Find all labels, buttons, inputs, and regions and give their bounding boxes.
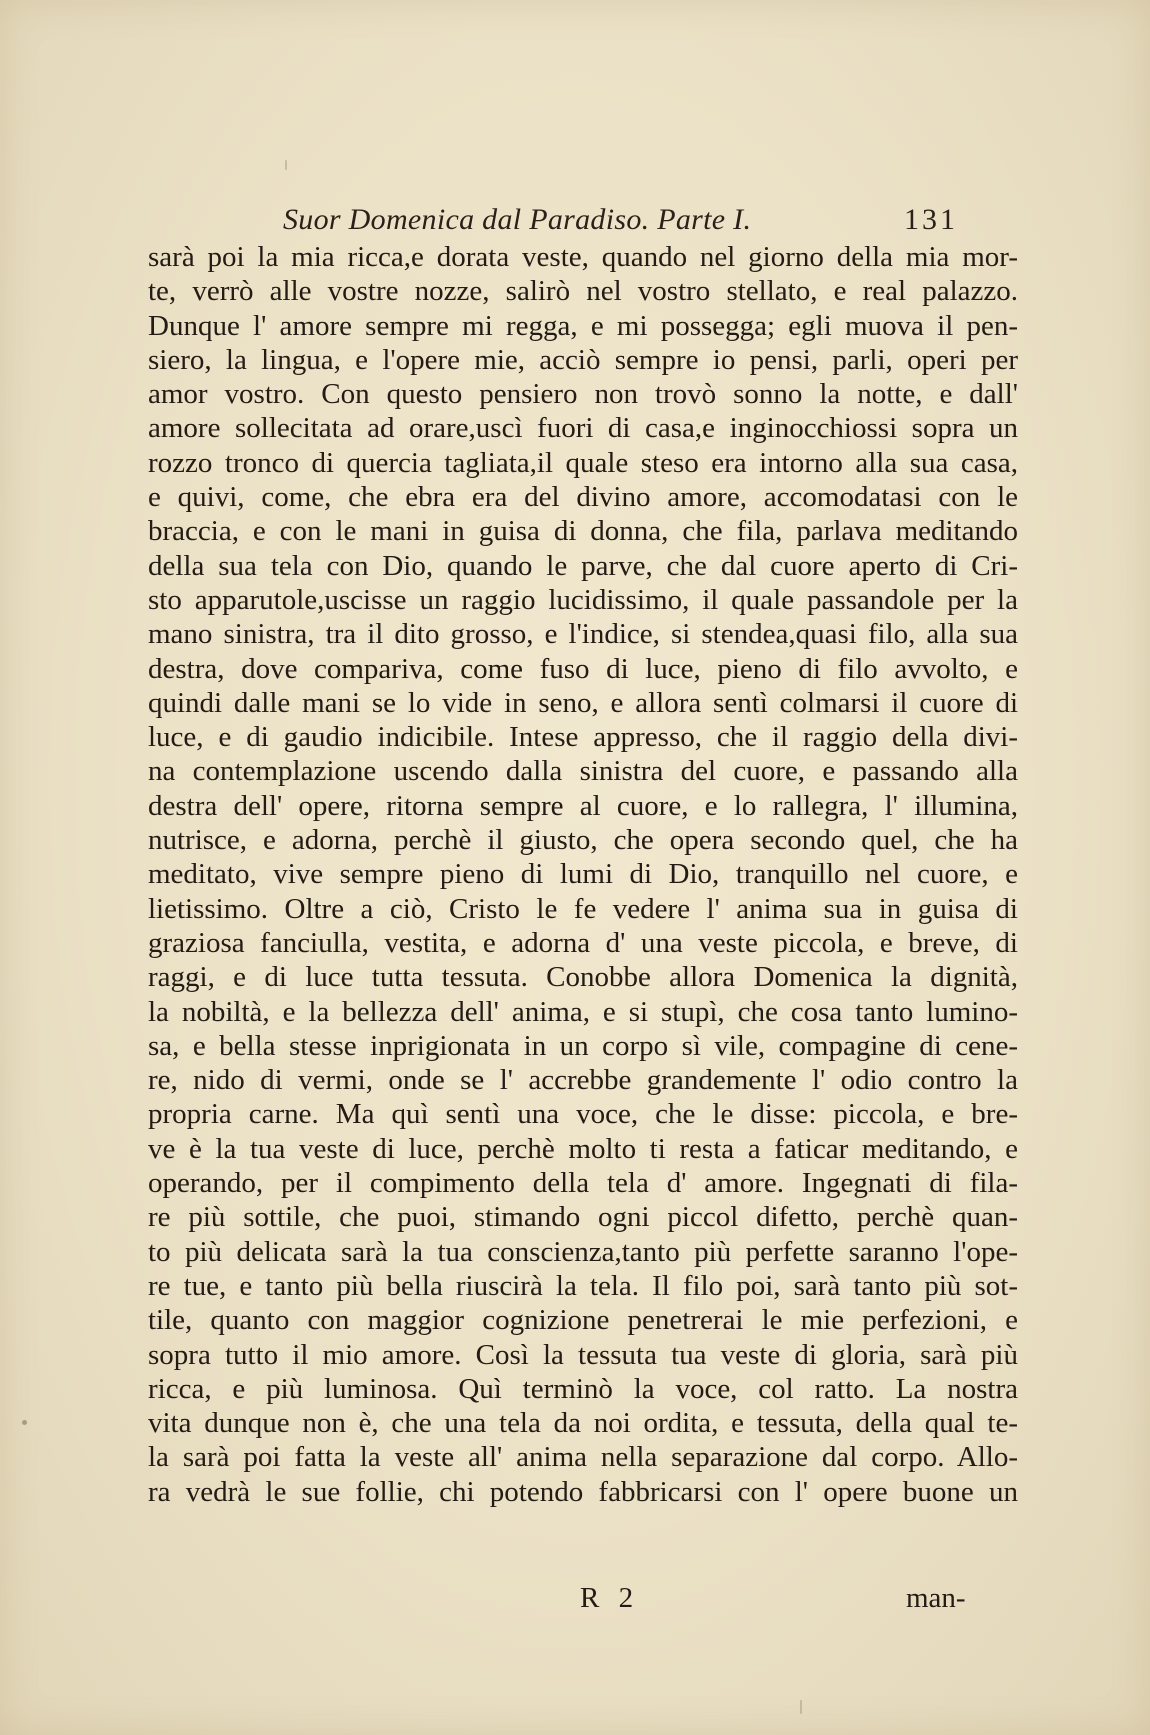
- text-line: amor vostro. Con questo pensiero non trovò sonno la notte, e dall': [148, 378, 1018, 411]
- text-line: la nobiltà, e la bellezza dell' anima, e si stupì, che cosa tanto lumino-: [148, 995, 1018, 1028]
- text-line: sarà poi la mia ricca,e dorata veste, quando nel giorno della mia mor-: [148, 241, 1018, 273]
- signature-mark: R 2: [580, 1582, 640, 1614]
- text-line: na contemplazione uscendo dalla sinistra del cuore, e passando alla: [148, 755, 1018, 788]
- text-line: destra dell' opere, ritorna sempre al cuore, e lo rallegra, l' illumina,: [148, 789, 1018, 822]
- text-line: rozzo tronco di quercia tagliata,il quale steso era intorno alla sua casa,: [148, 446, 1018, 479]
- text-line: siero, la lingua, e l'opere mie, acciò sempre io pensi, parli, operi per: [148, 343, 1018, 376]
- text-line: sto apparutole,uscisse un raggio lucidissimo, il quale passandole per la: [148, 583, 1018, 616]
- text-line: destra, dove compariva, come fuso di luce, pieno di filo avvolto, e: [148, 652, 1018, 685]
- page-footer: [148, 1582, 1018, 1622]
- text-line: luce, e di gaudio indicibile. Intese appresso, che il raggio della divi-: [148, 721, 1018, 754]
- text-line: graziosa fanciulla, vestita, e adorna d' una veste piccola, e breve, di: [148, 926, 1018, 959]
- text-line: tile, quanto con maggior cognizione penetrerai le mie perfezioni, e: [148, 1304, 1018, 1337]
- text-line: ve è la tua veste di luce, perchè molto ti resta a faticar meditando, e: [148, 1132, 1018, 1165]
- text-line: braccia, e con le mani in guisa di donna, che fila, parlava meditando: [148, 515, 1018, 548]
- paper-speck: [22, 1420, 27, 1425]
- text-line: lietissimo. Oltre a ciò, Cristo le fe vedere l' anima sua in guisa di: [148, 892, 1018, 925]
- text-line: vita dunque non è, che una tela da noi ordita, e tessuta, della qual te-: [148, 1407, 1018, 1440]
- text-line: ricca, e più luminosa. Quì terminò la voce, col ratto. La nostra: [148, 1372, 1018, 1405]
- text-line: sa, e bella stesse inprigionata in un corpo sì vile, compagine di cene-: [148, 1029, 1018, 1062]
- text-line: operando, per il compimento della tela d' amore. Ingegnati di fila-: [148, 1167, 1018, 1200]
- text-line: raggi, e di luce tutta tessuta. Conobbe allora Domenica la dignità,: [148, 961, 1018, 994]
- catchword: man-: [906, 1582, 966, 1614]
- text-line: amore sollecitata ad orare,uscì fuori di casa,e inginocchiossi sopra un: [148, 412, 1018, 445]
- text-line: re, nido di vermi, onde se l' accrebbe grandemente l' odio contro la: [148, 1064, 1018, 1097]
- text-line: mano sinistra, tra il dito grosso, e l'indice, si stendea,quasi filo, alla sua: [148, 618, 1018, 651]
- text-line: ra vedrà le sue follie, chi potendo fabbricarsi con l' opere buone un: [148, 1475, 1018, 1508]
- text-line: meditato, vive sempre pieno di lumi di Dio, tranquillo nel cuore, e: [148, 858, 1018, 891]
- text-line: re più sottile, che puoi, stimando ogni piccol difetto, perchè quan-: [148, 1201, 1018, 1234]
- running-title: Suor Domenica dal Paradiso. Parte I.: [283, 203, 752, 236]
- text-line: propria carne. Ma quì sentì una voce, che le disse: piccola, e bre-: [148, 1098, 1018, 1131]
- page-header: [148, 203, 1018, 243]
- text-line: re tue, e tanto più bella riuscirà la tela. Il filo poi, sarà tanto più sot-: [148, 1269, 1018, 1302]
- text-line: Dunque l' amore sempre mi regga, e mi possegga; egli muova il pen-: [148, 309, 1018, 342]
- text-line: nutrisce, e adorna, perchè il giusto, che opera secondo quel, che ha: [148, 824, 1018, 857]
- body-text: [148, 240, 1018, 1509]
- text-line: quindi dalle mani se lo vide in seno, e allora sentì colmarsi il cuore di: [148, 686, 1018, 719]
- text-line: e quivi, come, che ebra era del divino amore, accomodatasi con le: [148, 481, 1018, 514]
- page-number: 131: [904, 203, 958, 236]
- text-line: to più delicata sarà la tua conscienza,tanto più perfette saranno l'ope-: [148, 1235, 1018, 1268]
- paper-speck: [285, 160, 287, 170]
- text-line: te, verrò alle vostre nozze, salirò nel vostro stellato, e real palazzo.: [148, 275, 1018, 308]
- text-line: della sua tela con Dio, quando le parve, che dal cuore aperto di Cri-: [148, 549, 1018, 582]
- paper-speck: [800, 1700, 802, 1714]
- text-line: sopra tutto il mio amore. Così la tessuta tua veste di gloria, sarà più: [148, 1338, 1018, 1371]
- text-line: la sarà poi fatta la veste all' anima nella separazione dal corpo. Allo-: [148, 1441, 1018, 1474]
